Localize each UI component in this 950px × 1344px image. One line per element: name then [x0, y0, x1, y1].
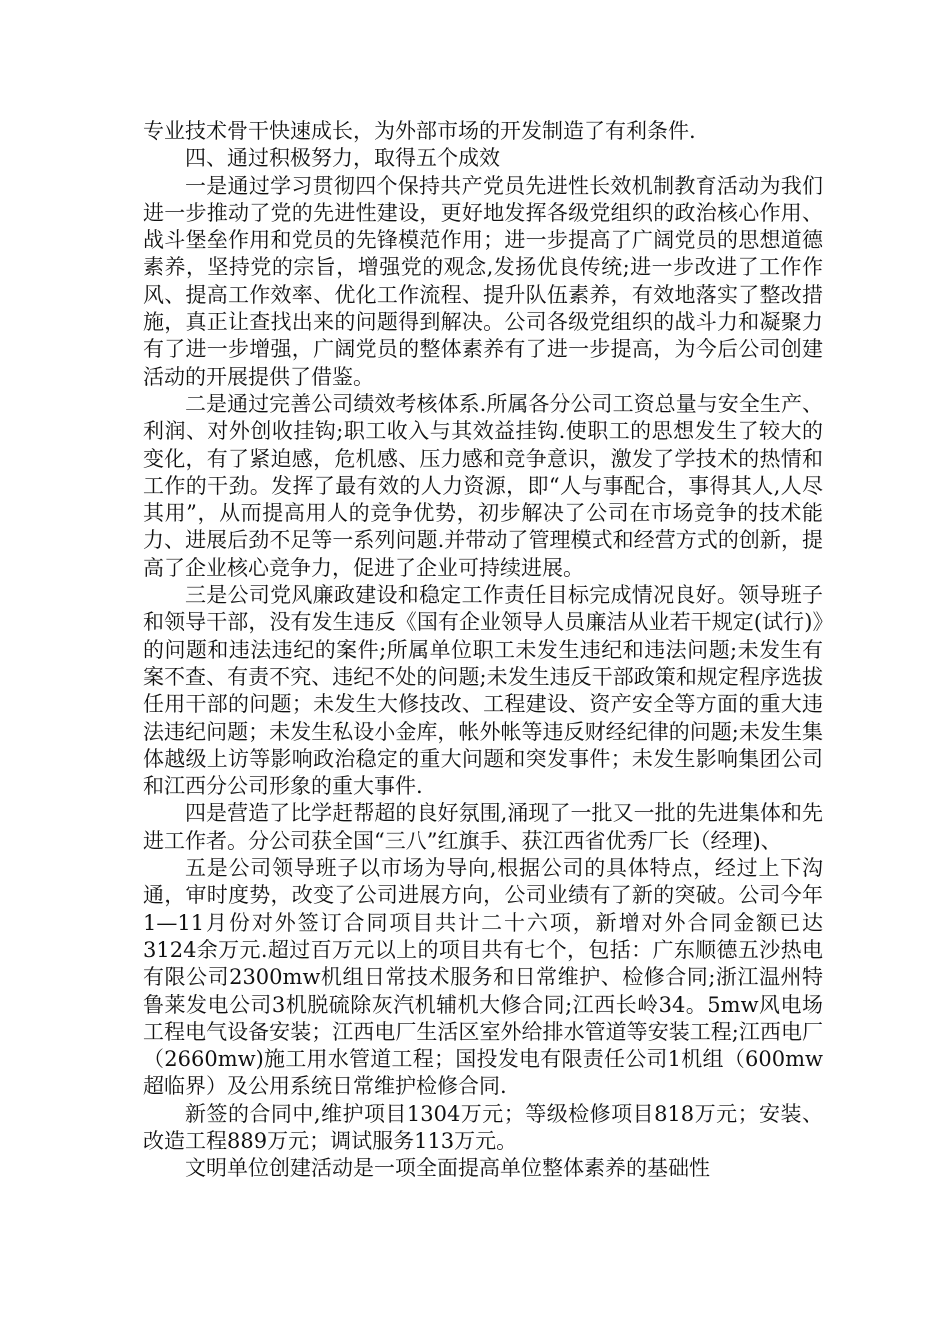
paragraph-achievement-1: 一是通过学习贯彻四个保持共产党员先进性长效机制教育活动为我们进一步推动了党的先进性建设，更好地发挥各级党组织的政治核心作用、战斗堡垒作用和党员的先锋模范作用；进一步提高了广阔党员的思想道德素养，坚持党的宗旨，增强党的观念,发扬优良传统;进一步改进了工作作风、提高工作效率、优化工作流程、提升队伍素养，有效地落实了整改措施，真正让查找出来的问题得到解决。公司各级党组织的战斗力和凝聚力有了进一步增强，广阔党员的整体素养有了进一步提高，为今后公司创建活动的开展提供了借鉴。 — [143, 173, 823, 389]
paragraph-achievement-3: 三是公司党风廉政建设和稳定工作责任目标完成情况良好。领导班子和领导干部，没有发生违反《国有企业领导人员廉洁从业若干规定(试行)》的问题和违法违纪的案件;所属单位职工未发生违纪和违法问题;未发生有案不查、有责不究、违纪不处的问题;未发生违反干部政策和规定程序选拔任用干部的问题；未发生大修技改、工程建设、资产安全等方面的重大违法违纪问题；未发生私设小金库，帐外帐等违反财经纪律的问题;未发生集体越级上访等影响政治稳定的重大问题和突发事件；未发生影响集团公司和江西分公司形象的重大事件. — [143, 583, 823, 799]
paragraph-achievement-4: 四是营造了比学赶帮超的良好氛围,涌现了一批又一批的先进集体和先进工作者。分公司获全国“三八”红旗手、获江西省优秀厂长（经理)、 — [143, 801, 823, 853]
paragraph-contracts: 新签的合同中,维护项目1304万元；等级检修项目818万元；安装、改造工程889万元；调试服务113万元。 — [143, 1101, 823, 1153]
paragraph-achievement-5: 五是公司领导班子以市场为导向,根据公司的具体特点，经过上下沟通，审时度势，改变了公司进展方向，公司业绩有了新的突破。公司今年1—11月份对外签订合同项目共计二十六项，新增对外合同金额已达3124余万元.超过百万元以上的项目共有七个，包括：广东顺德五沙热电有限公司2300mw机组日常技术服务和日常维护、检修合同;浙江温州特鲁莱发电公司3机脱硫除灰汽机辅机大修合同;江西长岭34。5mw风电场工程电气设备安装；江西电厂生活区室外给排水管道等安装工程;江西电厂（2660mw)施工用水管道工程；国投发电有限责任公司1机组（600mw超临界）及公用系统日常维护检修合同. — [143, 856, 823, 1099]
paragraph-1: 专业技术骨干快速成长，为外部市场的开发制造了有利条件. — [143, 119, 696, 143]
document-body — [143, 118, 823, 1183]
paragraph-closing: 文明单位创建活动是一项全面提高单位整体素养的基础性 — [185, 1156, 710, 1181]
section-heading-four: 四、通过积极努力，取得五个成效 — [185, 146, 500, 171]
paragraph-achievement-2: 二是通过完善公司绩效考核体系.所属各分公司工资总量与安全生产、利润、对外创收挂钩;职工收入与其效益挂钩.使职工的思想发生了较大的变化，有了紧迫感，危机感、压力感和竞争意识，激发了学技术的热情和工作的干劲。发挥了最有效的人力资源，即“人与事配合，事得其人,人尽其用”，从而提高用人的竞争优势，初步解决了公司在市场竞争的技术能力、进展后劲不足等一系列问题.并带动了管理模式和经营方式的创新，提高了企业核心竞争力，促进了企业可持续进展。 — [143, 391, 823, 580]
